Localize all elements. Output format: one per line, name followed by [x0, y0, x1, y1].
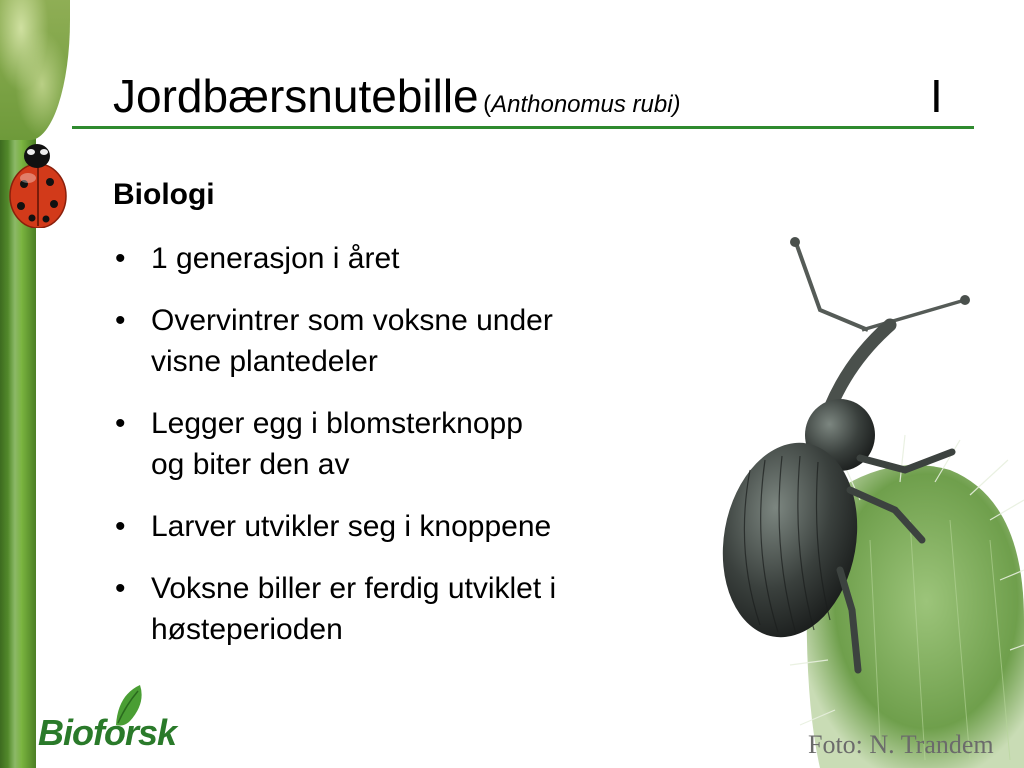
bullet-line: visne plantedeler [151, 345, 378, 378]
slide-title [113, 66, 973, 126]
title-latin-text: Anthonomus rubi) [491, 91, 681, 118]
bullet-line: Larver utvikler seg i knoppene [151, 510, 552, 543]
bullet-item [113, 506, 633, 547]
bullet-item [113, 300, 633, 382]
bioforsk-logo: Bioforsk [38, 712, 177, 753]
bullet-line: høsteperioden [151, 613, 343, 646]
weevil-photo [690, 220, 1024, 768]
title-divider [72, 126, 974, 129]
plant-stem-highlight [8, 140, 22, 768]
title-marker: I [930, 70, 943, 122]
bullet-dot: • [115, 510, 126, 543]
photo-credit: Foto: N. Trandem [808, 730, 994, 759]
bullet-line: og biter den av [151, 448, 350, 481]
title-text: Jordbærsnutebille [113, 70, 479, 122]
bullet-dot: • [115, 572, 126, 605]
bullet-dot: • [115, 407, 126, 440]
bullet-line: Overvintrer som voksne under [151, 304, 553, 337]
ladybug-icon [4, 118, 70, 228]
bullet-item [113, 403, 633, 485]
section-heading: Biologi [113, 178, 215, 211]
bullet-dot: • [115, 242, 126, 275]
title-latin-name [483, 91, 680, 118]
bullet-line: Voksne biller er ferdig utviklet i [151, 572, 557, 605]
bullet-dot: • [115, 304, 126, 337]
title-paren-open: ( [483, 91, 492, 118]
bullet-line: 1 generasjon i året [151, 242, 400, 275]
bullet-item [113, 568, 633, 650]
bullet-line: Legger egg i blomsterknopp [151, 407, 523, 440]
bullet-list [113, 238, 633, 671]
bullet-item [113, 238, 633, 279]
